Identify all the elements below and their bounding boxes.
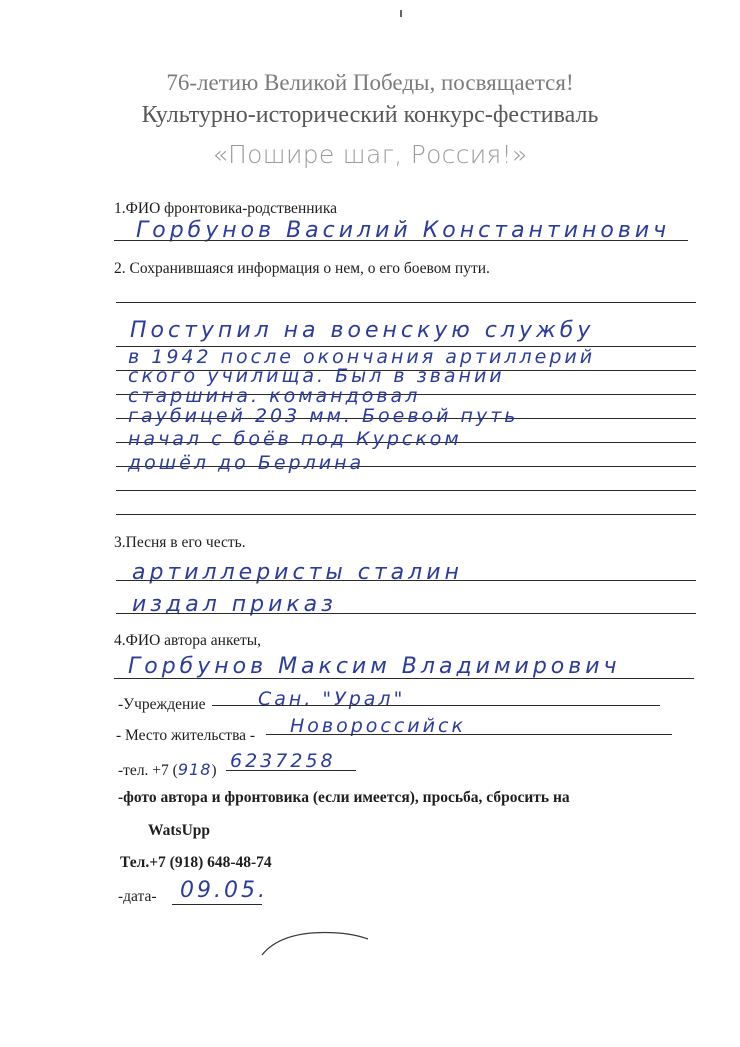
section2-line-8 <box>116 514 696 515</box>
date-line <box>172 904 262 905</box>
date-value: 09.05. <box>180 878 268 903</box>
phone-value: 6237258 <box>230 750 336 772</box>
section4-line <box>114 678 694 679</box>
section2-answer-line: ского училища. Был в звании <box>128 365 505 387</box>
section2-answer-line: в 1942 после окончания артиллерий <box>128 346 596 368</box>
scan-mark <box>400 10 402 17</box>
institution-value: Сан. "Урал" <box>258 688 406 710</box>
phone-line <box>226 770 356 771</box>
section4-label: 4.ФИО автора анкеты, <box>114 632 262 649</box>
section2-line-0 <box>116 302 696 303</box>
section3-answer-line: издал приказ <box>132 592 337 617</box>
header-dedication: 76-летию Великой Победы, посвящается! <box>166 70 574 95</box>
residence-line <box>266 734 672 735</box>
phone-code: 918 <box>177 760 212 779</box>
section2-answer-line: дошёл до Берлина <box>128 452 365 474</box>
section1-label: 1.ФИО фронтовика-родственника <box>114 200 338 217</box>
section2-answer-line: старшина. командовал <box>128 385 421 407</box>
section2-line-7 <box>116 490 696 491</box>
phone-prefix: -тел. +7 ( <box>118 762 178 779</box>
watsupp-label: WatsUpp <box>148 822 211 839</box>
contact-phone: Тел.+7 (918) 648-48-74 <box>120 854 272 871</box>
section2-answer-line: гаубицей 203 мм. Боевой путь <box>128 405 519 427</box>
section3-line-2 <box>116 613 696 614</box>
section1-line <box>114 240 688 241</box>
section3-answer-line: артиллеристы сталин <box>132 560 463 585</box>
institution-label: -Учреждение <box>118 696 206 713</box>
signature-flourish <box>258 925 378 965</box>
photo-note: -фото автора и фронтовика (если имеется), просьба, сбросить на <box>118 789 570 806</box>
header-festival: Культурно-исторический конкурс-фестиваль <box>141 102 599 128</box>
section2-label: 2. Сохранившаяся информация о нем, о его боевом пути. <box>114 260 490 277</box>
phone-bracket: ) <box>211 762 217 779</box>
residence-value: Новороссийск <box>290 715 466 737</box>
section1-answer: Горбунов Василий Константинович <box>136 218 671 243</box>
section3-label: 3.Песня в его честь. <box>114 534 246 551</box>
section3-line-1 <box>116 580 696 581</box>
residence-label: - Место жительства - <box>116 727 256 744</box>
phone-label <box>118 760 217 780</box>
institution-line <box>212 705 660 706</box>
date-label: -дата- <box>118 888 157 905</box>
header-slogan: «Пошире шаг, Россия!» <box>212 140 528 169</box>
section2-answer-line: Поступил на военскую службу <box>130 318 595 343</box>
section2-answer-line: начал с боёв под Курском <box>128 428 462 450</box>
section4-answer: Горбунов Максим Владимирович <box>128 654 621 679</box>
